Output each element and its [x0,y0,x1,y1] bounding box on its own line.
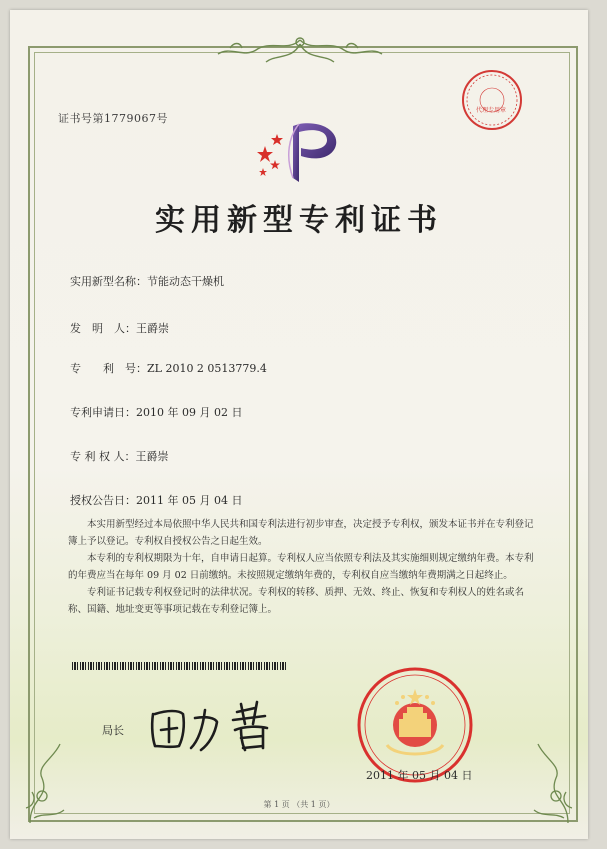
field-value: 2010 年 09 月 02 日 [136,406,243,419]
corner-ornament-icon [518,738,578,828]
field-label: 发 明 人： [70,322,136,335]
field-application-date [70,404,242,420]
field-inventor [70,320,169,336]
field-label: 专 利 号： [70,362,147,375]
field-value: ZL 2010 2 0513779.4 [147,362,267,375]
body-paragraph: 本专利的专利权期限为十年，自申请日起算。专利权人应当依照专利法及其实施细则规定缴纳年费。本专利的年费应当在每年 09 月 02 日前缴纳。未按照规定缴纳年费的，专利权自应当缴纳年费期满之日起终止。 [68,553,534,581]
field-value: 节能动态干燥机 [147,275,224,288]
certificate-title: 实用新型专利证书 [155,203,443,238]
issue-date: 2011 年 05 月 04 日 [366,769,473,782]
field-patent-number [70,360,267,376]
agency-seal-icon [460,68,524,132]
field-label: 授权公告日： [70,494,136,507]
patent-office-logo-icon [255,116,345,186]
body-paragraph: 专利证书记载专利权登记时的法律状况。专利权的转移、质押、无效、终止、恢复和专利权人的姓名或名称、国籍、地址变更等事项记载在专利登记簿上。 [68,587,525,615]
certificate-sheet [10,10,588,839]
page-footer: 第 1 页 （共 1 页） [263,800,335,809]
field-label: 专 利 权 人： [70,450,136,463]
director-label: 局长 [102,724,124,737]
field-patentee [70,448,169,464]
field-grant-date [70,492,242,508]
field-utility-model-name [70,273,224,289]
certificate-number: 证书号第1779067号 [58,112,168,125]
field-value: 王爵崇 [136,322,169,335]
certificate-body [68,516,538,618]
director-signature-icon [145,696,285,756]
field-label: 专利申请日： [70,406,136,419]
corner-ornament-icon [20,738,80,828]
body-paragraph: 本实用新型经过本局依照中华人民共和国专利法进行初步审查，决定授予专利权，颁发本证书并在专利登记簿上予以登记。专利权自授权公告之日起生效。 [68,519,534,547]
agency-seal-center-text: 代理专用章 [475,107,506,114]
field-value: 2011 年 05 月 04 日 [136,494,243,507]
barcode [72,662,287,670]
top-ornament-icon [200,34,400,68]
field-label: 实用新型名称： [70,275,147,288]
field-value: 王爵崇 [135,450,169,463]
